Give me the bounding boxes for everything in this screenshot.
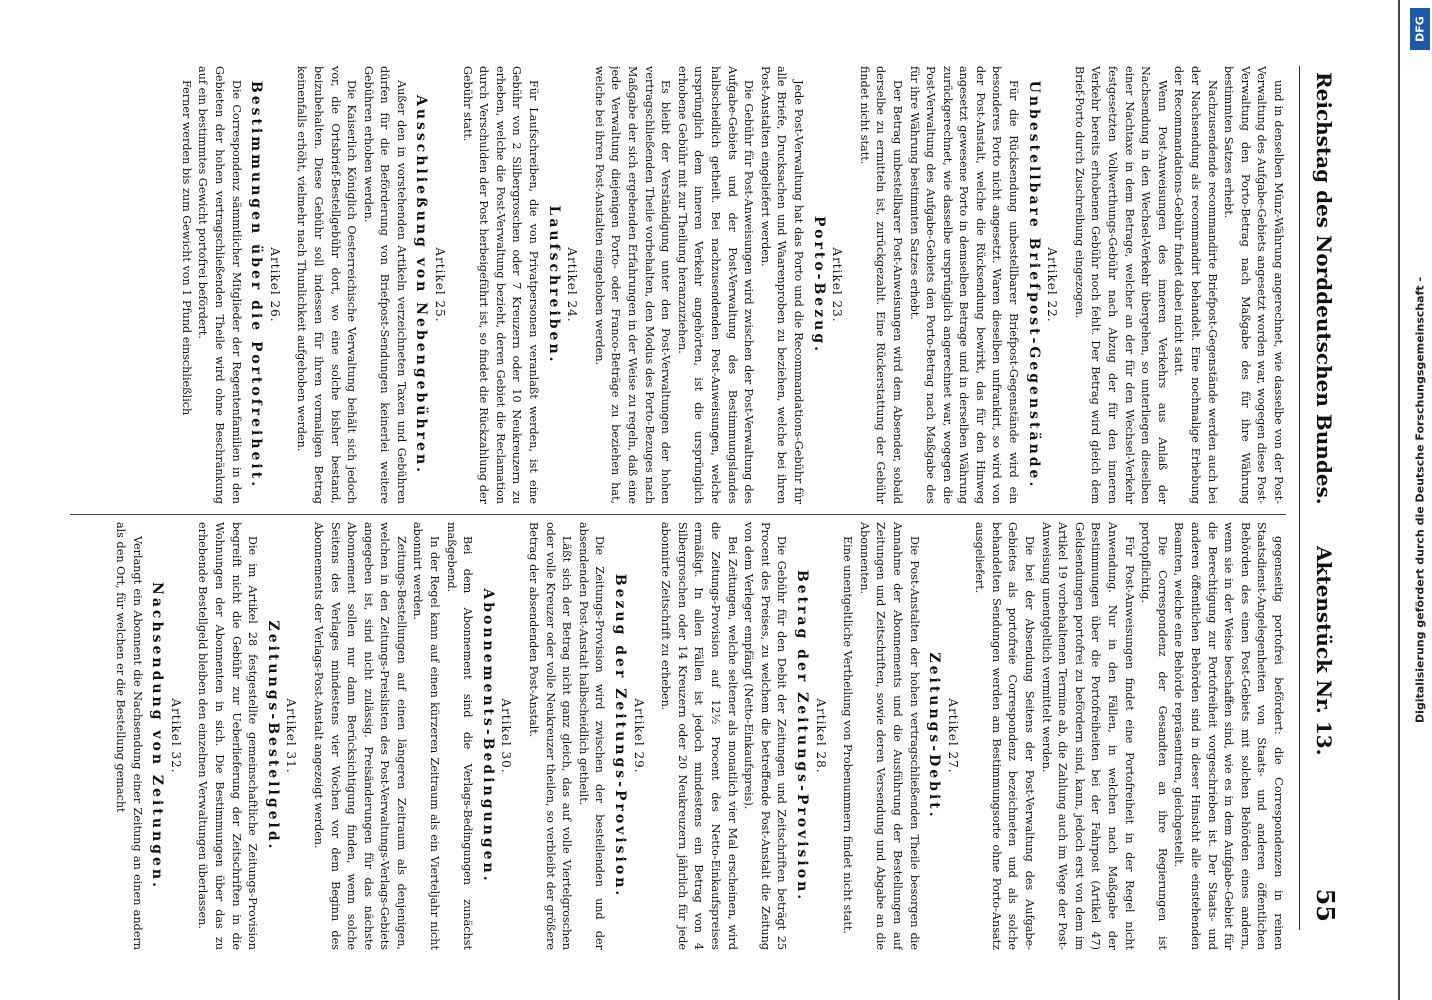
paragraph: Läßt sich der Betrag nicht ganz gleich, das auf volle Viertelgroschen oder volle Kreuzer oder volle Neukreuzer theilen, so verbleibt der größere Betrag der absendenden Post-Anstalt. [527, 522, 574, 950]
section-heading: Bezug der Zeitungs-Provision. [612, 573, 629, 899]
document-page [46, 30, 1386, 970]
paragraph: Die Correspondenz der Gesandten an ihre Regierungen ist portopflichtig. [1139, 522, 1169, 950]
paragraph: gegenseitig portofrei befördert: die Correspondenzen in reinen Staatsdienst-Angelegenheiten von Staats- und anderen öffentlichen Behörden des einen Post-Gebiets mit solchen Behörden eines andern, wenn sie in der Weise beschaffen sind, wie es in dem Aufgabe-Gebiet für die Berechtigung zur Portofreiheit vorgeschrieben ist. Der Staats- und anderen öffentlichen Behörden sind in dieser Hinsicht alle einstehenden Beamten, welche eine Behörde repräsentiren, gleichgestellt. [1172, 522, 1285, 950]
paragraph: Für Laufschreiben, die von Privatpersonen veranlaßt werden, ist eine Gebühr von 2 Silbergroschen oder 7 Kreuzern oder 10 Neukreuzern zu erheben, welche die Post-Verwaltung bezieht, deren Gebiet die Reclamation durch Verschulden der Post herbeigeführt ist, so findet die Rückzahlung der Gebühr statt. [460, 66, 541, 504]
section-heading: Porto-Bezug. [810, 215, 827, 354]
page-edge [1398, 0, 1400, 1000]
paragraph: Eine unentgeltliche Vertheilung von Probenummern findet nicht statt. [841, 536, 855, 934]
paragraph: Es bleibt der Verständigung unter den Post-Verwaltungen der hohen vertragschließenden Theile vorbehalten, den Modus des Porto-Bezuges nach Maßgabe der sich ergebenden Erfahrungen in der Weise zu regeln, daß eine jede Verwaltung diejenigen Porto- oder Franco-Beträge zu beziehen hat, welche bei ihren Post-Anstalten eingehoben werden. [592, 66, 673, 504]
article-number: Artikel 31. [284, 698, 299, 774]
paragraph: Die Gebühr für Post-Anweisungen wird zwischen der Post-Verwaltung des Aufgabe-Gebiets und der Post-Verwaltung des Bestimmungslandes halbscheidlich getheilt. Bei nachzusendenden Post-Anweisungen, welche ursprünglich dem inneren Verkehr angehörten, ist die ursprünglich erhobene Gebühr mit zur Theilung heranzuziehen. [675, 66, 756, 504]
paragraph: In der Regel kann auf einen kürzeren Zeitraum als ein Vierteljahr nicht abonnirt werden. [411, 522, 442, 950]
column-divider [70, 514, 1286, 515]
credit-text: Digitalisierung gefördert durch die Deutsche Forschungsgemeinschaft - [1413, 276, 1427, 724]
paragraph: Außer den in vorstehenden Artikeln verzeichneten Taxen und Gebühren dürfen für die Beförderung von Briefpost-Sendungen keinerlei weitere Gebühren erhoben werden. [361, 66, 408, 504]
paragraph: Für die Rücksendung unbestellbarer Briefpost-Gegenstände wird ein besonderes Porto nicht angesetzt. Waren dieselben unfrankirt, so wird von der Post-Anstalt, welche die Rücksendung bewirkt, das für den Hinweg angesetzt gewesene Porto in demselben Betrage und in derselben Währung zurückgerechnet, wie dasselbe ursprünglich angerechnet war, wogegen die Post-Verwaltung des Aufgabe-Gebiets den Porto-Betrag nach Maßgabe des für ihre Währung bestimmten Satzes erhebt. [907, 66, 1021, 504]
article-number: Artikel 24. [565, 247, 580, 323]
paragraph: Die Kaiserlich Königlich Oesterreichische Verwaltung behält sich jedoch vor, die Ortsbrief-Bestellgebühr dort, wo eine solche bisher bestand, beizubehalten. Diese Gebühr soll indessen für ihren vormaligen Betrag keinenfalls erhöht, vielmehr nach Thunlichkeit aufgehoben werden. [295, 66, 359, 504]
section-heading: Zeitungs-Bestellgeld. [264, 620, 281, 852]
paragraph: Ferner werden bis zum Gewicht von 1 Pfund einschließlich [179, 80, 193, 416]
paragraph: Wenn Post-Anweisungen des inneren Verkehrs aus Anlaß der Nachsendung in den Wechsel-Verkehr übergehen, so unterliegen dieselben einer Nachtaxe in dem Betrage, welcher an der für den Wechsel-Verkehr festgesetzten Vollwerthungs-Gebühr nach Abzug der für den inneren Verkehr bereits erhobenen Gebühr noch fehlt. Der Betrag wird gleich dem Brief-Porto durch Zuschreibung eingezogen. [1072, 66, 1169, 504]
article-number: Artikel 28. [813, 698, 828, 774]
section-heading: Betrag der Zeitungs-Provision. [793, 569, 810, 903]
paragraph: Nachzusendende recommandirte Briefpost-Gegenstände werden auch bei der Nachsendung als recommandirt behandelt. Eine nochmalige Erhebung der Recommandations-Gebühr findet dabei nicht statt. [1172, 66, 1219, 504]
header-rule [1299, 66, 1300, 930]
article-number: Artikel 22. [1045, 247, 1060, 323]
section-heading: Abonnements-Bedingungen. [479, 588, 496, 884]
section-heading: Ausschließung von Nebengebühren. [413, 95, 430, 475]
paragraph: Für Post-Anweisungen findet eine Portofreiheit in der Regel nicht Anwendung. Nur in den Fällen, in welchen nach Maßgabe der Bestimmungen über die Portofreiheiten bei der Fahrpost (Artikel 47) Geldsendungen portofrei zu befördern sind, kann, jedoch erst von dem im Artikel 19 vorbehaltenen Termine ab, die Zahlung auch im Wege der Post-Anweisung unentgeltlich vermittelt werden. [1039, 522, 1136, 950]
section-heading: Unbestellbare Briefpost-Gegenstände. [1025, 80, 1042, 490]
paragraph: Bei dem Abonnement sind die Verlags-Bedingungen zunächst maßgebend. [444, 522, 475, 950]
article-number: Artikel 29. [631, 698, 646, 774]
paragraph: Die Zeitungs-Provision wird zwischen der bestellenden und der absendenden Post-Anstalt halbscheidlich getheilt. [576, 522, 607, 950]
digitization-credit [1410, 0, 1430, 1000]
paragraph: Zeitungs-Bestellungen auf einen längeren Zeitraum als denjenigen, welchen in den Zeitungs-Preislisten des Post-Verwaltungs-Verlags-Gebiets angegeben ist, sind nicht zulässig. Preisänderungen für das nächste Abonnement sollen nur dann Berücksichtigung finden, wenn solche Seitens des Verlages mindestens vier Wochen vor dem Beginn des Abonnements der Verlags-Post-Anstalt angezeigt werden. [311, 522, 408, 950]
paragraph: Die Post-Anstalten der hohen vertragschließenden Theile besorgen die Annahme der Abonnements und die Ausführung der Bestellungen auf Zeitungen und Zeitschriften, sowie deren Versendung und Abgabe an die Abonnenten. [857, 522, 921, 950]
section-heading: Bestimmungen über die Portofreiheit. [248, 80, 265, 490]
page-number: 55 [1311, 888, 1340, 922]
paragraph: Bei Zeitungen, welche seltener als monatlich vier Mal erscheinen, wird die Zeitungs-Provision auf 12½ Procent des Netto-Einkaufspreises ermäßigt. In allen Fällen ist jedoch mindestens ein Betrag von 4 Silbergroschen oder 14 Kreuzern oder 20 Neukreuzern jährlich für jede abonnirte Zeitschrift zu erheben. [659, 522, 739, 950]
article-number: Artikel 25. [433, 247, 448, 323]
paragraph: Die Gebühr für den Debit der Zeitungen und Zeitschriften beträgt 25 Procent des Preises, zu welchem die betreffende Post-Anstalt die Zeitung von dem Verleger empfängt (Netto-Einkaufspreis). [742, 522, 789, 950]
paragraph: Die Correspondenz sämmtlicher Mitglieder der Regentenfamilien in den Gebieten der hohen vertragschließenden Theile wird ohne Beschränkung auf ein bestimmtes Gewicht portofrei befördert. [196, 66, 243, 504]
paragraph: Der Betrag unbestellbarer Post-Anweisungen wird dem Absender, sobald derselbe zu ermitteln ist, zurückgezahlt. Eine Rückerstattung der Gebühr findet nicht statt. [857, 66, 904, 504]
right-column [70, 522, 1286, 950]
article-number: Artikel 26. [267, 247, 282, 323]
section-heading: Nachsendung von Zeitungen. [149, 582, 166, 890]
paragraph: Die im Artikel 28 festgestellte gemeinschaftliche Zeitungs-Provision begreift nicht die Gebühr zur Ueberlieferung der Zeitschriften in die Wohnungen der Abonnenten in sich. Die Bestimmungen über das zu erhebende Bestellgeld bleiben den einzelnen Verwaltungen überlassen. [196, 522, 260, 950]
paragraph: Die bei der Absendung Seitens der Post-Verwaltung des Aufgabe-Gebietes als portofreie Correspondenz bezeichneten und als solche behandelten Sendungen werden am Bestimmungsorte ohne Porto-Ansatz ausgeliefert. [973, 522, 1037, 950]
running-title: Reichstag des Norddeutschen Bundes. [1312, 72, 1336, 505]
page-header [1302, 66, 1340, 930]
section-heading: Laufschreiben. [545, 205, 562, 365]
article-number: Artikel 32. [168, 698, 183, 774]
article-number: Artikel 27. [945, 698, 960, 774]
dfg-logo: DFG [1410, 8, 1430, 50]
article-number: Artikel 23. [830, 247, 845, 323]
paragraph: Jede Post-Verwaltung hat das Porto und die Recommandations-Gebühr für alle Briefe, Drucksachen und Waarenproben zu beziehen, welche bei ihren Post-Anstalten eingeliefert werden. [758, 66, 805, 504]
left-column [70, 66, 1286, 504]
section-heading: Zeitungs-Debit. [926, 652, 943, 820]
paragraph: und in denselben Münz-Währung angerechnet, wie dasselbe von der Post-Verwaltung des Aufgabe-Gebiets angesetzt worden war, wogegen diese Post-Verwaltung den Porto-Betrag nach Maßgabe des für ihre Währung bestimmten Satzes erhebt. [1222, 66, 1285, 504]
paragraph: Verlangt ein Abonnent die Nachsendung einer Zeitung an einen andern als den Ort, für welchen er die Bestellung gemacht [114, 522, 144, 950]
article-number: Artikel 30. [499, 698, 514, 774]
document-number: Aktenstück Nr. 13. [1312, 546, 1336, 756]
